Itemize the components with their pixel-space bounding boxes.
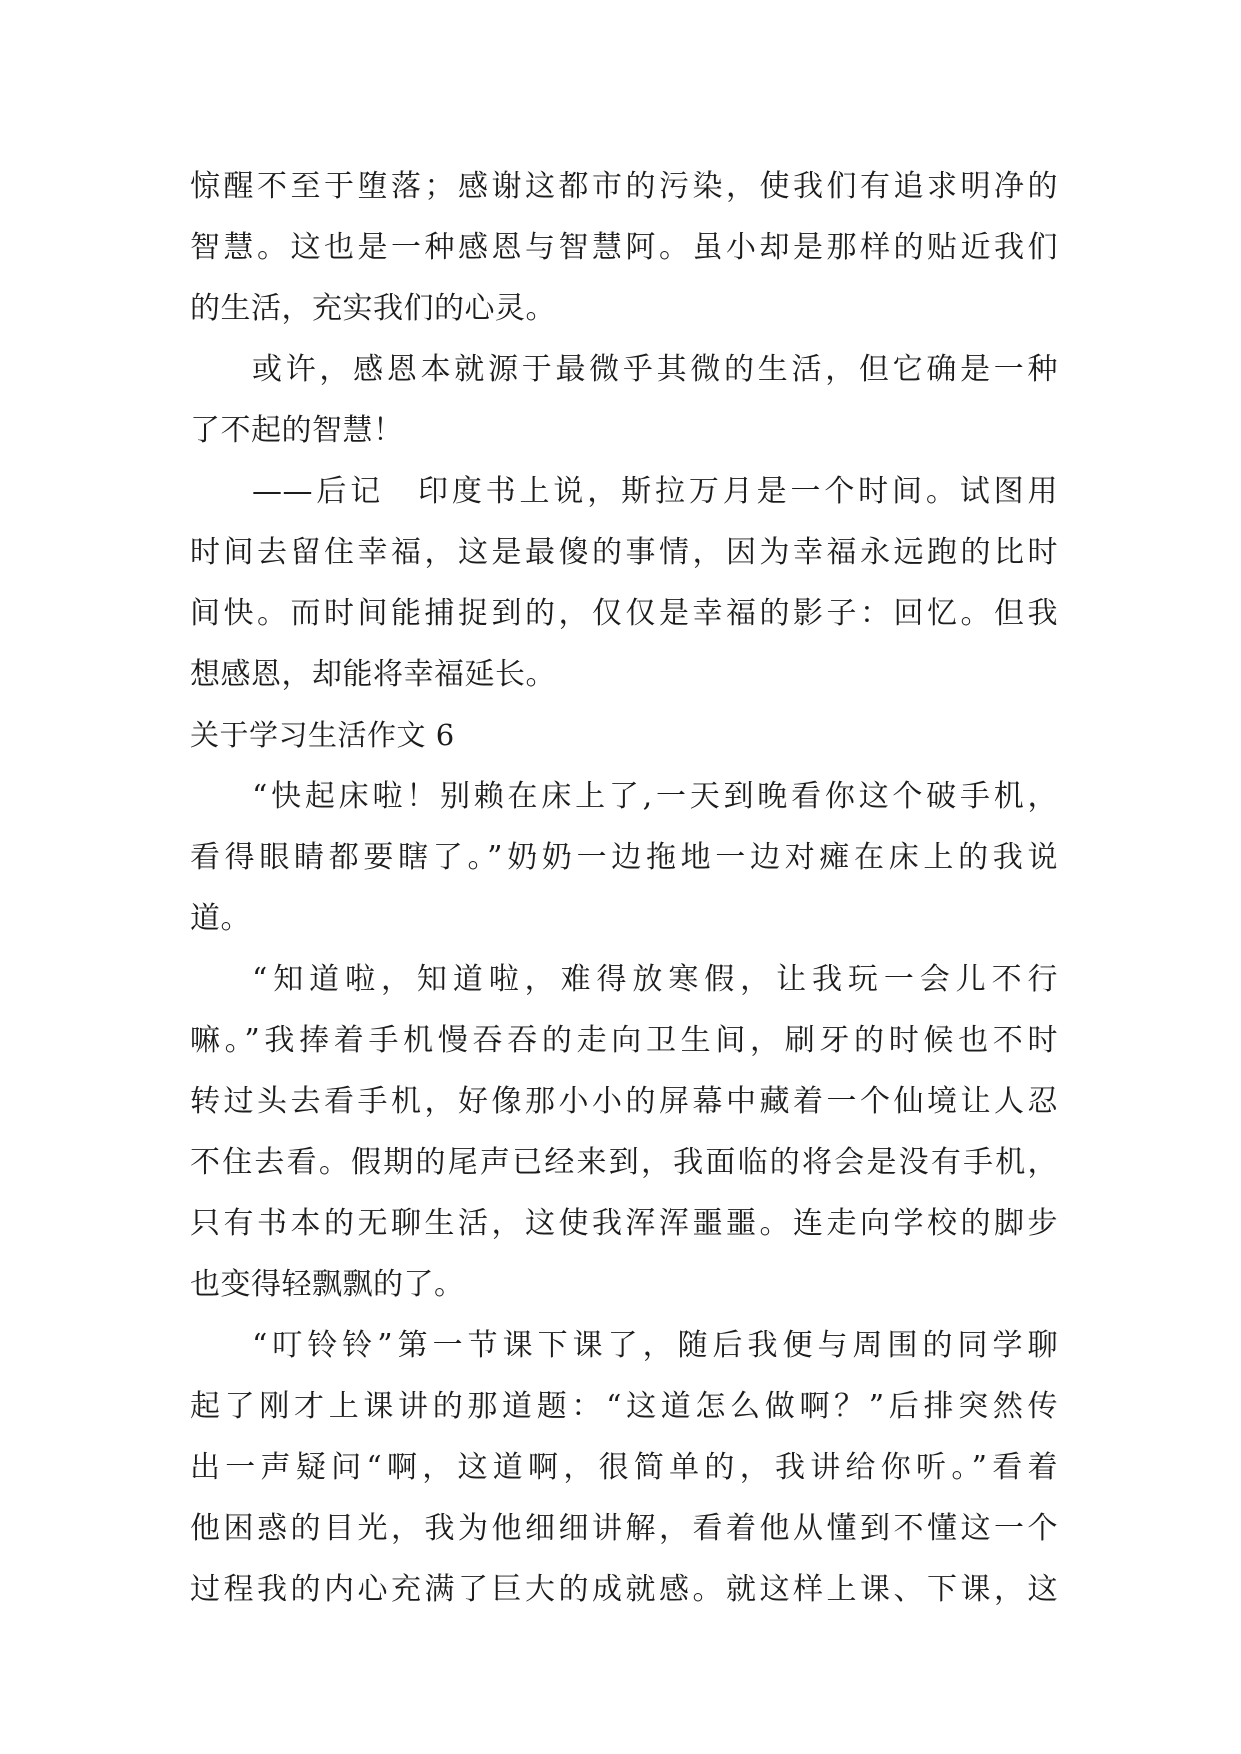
section-heading: 关于学习生活作文 6 bbox=[190, 718, 455, 752]
text-line: 看得眼睛都要瞎了。”奶奶一边拖地一边对瘫在床上的我说 bbox=[190, 840, 1058, 875]
text-line: “知道啦，知道啦，难得放寒假，让我玩一会儿不行 bbox=[252, 962, 1058, 997]
text-line: 也变得轻飘飘的了。 bbox=[190, 1267, 465, 1302]
text-line: 不住去看。假期的尾声已经来到，我面临的将会是没有手机， bbox=[190, 1145, 1058, 1180]
text-line: 间快。而时间能捕捉到的，仅仅是幸福的影子：回忆。但我 bbox=[190, 596, 1058, 631]
text-line: 他困惑的目光，我为他细细讲解，看着他从懂到不懂这一个 bbox=[190, 1511, 1058, 1546]
text-line: 过程我的内心充满了巨大的成就感。就这样上课、下课，这 bbox=[190, 1572, 1058, 1607]
text-line: 想感恩，却能将幸福延长。 bbox=[190, 657, 556, 692]
text-line: 道。 bbox=[190, 901, 251, 936]
text-line: 起了刚才上课讲的那道题：“这道怎么做啊？”后排突然传 bbox=[190, 1389, 1058, 1424]
text-line: 了不起的智慧！ bbox=[190, 413, 404, 448]
text-line: “叮铃铃”第一节课下课了，随后我便与周围的同学聊 bbox=[252, 1328, 1058, 1363]
text-line: 的生活，充实我们的心灵。 bbox=[190, 291, 556, 326]
text-line: 转过头去看手机，好像那小小的屏幕中藏着一个仙境让人忍 bbox=[190, 1084, 1058, 1119]
text-line: 或许，感恩本就源于最微乎其微的生活，但它确是一种 bbox=[252, 352, 1058, 387]
text-line: 嘛。”我捧着手机慢吞吞的走向卫生间，刷牙的时候也不时 bbox=[190, 1023, 1058, 1058]
text-line: 智慧。这也是一种感恩与智慧阿。虽小却是那样的贴近我们 bbox=[190, 230, 1058, 265]
text-line: 只有书本的无聊生活，这使我浑浑噩噩。连走向学校的脚步 bbox=[190, 1206, 1058, 1241]
text-line: ——后记 印度书上说，斯拉万月是一个时间。试图用 bbox=[252, 474, 1058, 509]
document-page bbox=[190, 156, 1058, 1620]
text-line: 惊醒不至于堕落；感谢这都市的污染，使我们有追求明净的 bbox=[190, 169, 1058, 204]
text-line: 时间去留住幸福，这是最傻的事情，因为幸福永远跑的比时 bbox=[190, 535, 1058, 570]
text-line: 出一声疑问“啊，这道啊，很简单的，我讲给你听。”看着 bbox=[190, 1450, 1058, 1485]
text-line: “快起床啦！别赖在床上了,一天到晚看你这个破手机， bbox=[252, 779, 1058, 814]
